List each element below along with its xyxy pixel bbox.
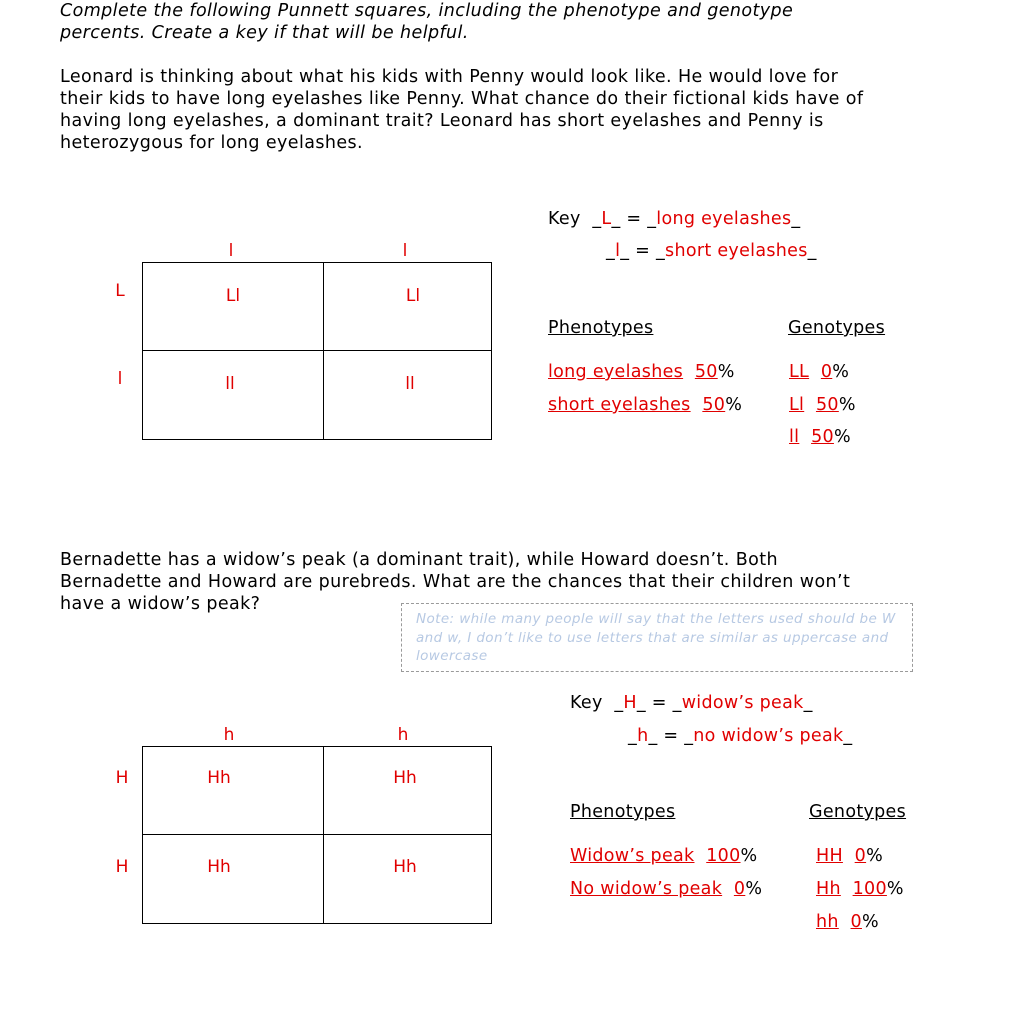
genotype-row: ll 50%: [789, 427, 851, 447]
question-line: Bernadette and Howard are purebreds. What are the chances that their children won’t: [60, 572, 851, 592]
instructions-line: percents. Create a key if that will be helpful.: [60, 23, 469, 43]
problem1-question: [60, 66, 863, 154]
side-allele: L: [115, 281, 125, 301]
key-meaning: no widow’s peak: [693, 726, 844, 746]
genotype-name: Hh: [816, 879, 841, 899]
genotypes-header: Genotypes: [788, 318, 886, 338]
grid-divider: [143, 350, 491, 351]
phenotype-name: No widow’s peak: [570, 879, 723, 899]
key-meaning: long eyelashes: [656, 209, 792, 229]
genotype-row: Hh 100%: [816, 879, 904, 899]
genotype-name: hh: [816, 912, 839, 932]
side-allele: H: [115, 857, 129, 877]
instructions: [60, 0, 793, 44]
phenotype-name: Widow’s peak: [570, 846, 695, 866]
top-allele: l: [228, 241, 234, 261]
grid-divider: [323, 263, 324, 439]
genotype-name: HH: [816, 846, 843, 866]
phenotypes-header: Phenotypes: [548, 318, 654, 338]
punnett-cell: ll: [225, 374, 235, 394]
punnett-cell: Hh: [207, 857, 231, 877]
question-line: having long eyelashes, a dominant trait? Leonard has short eyelashes and Penny is: [60, 111, 824, 131]
genotype-row: Ll 50%: [789, 395, 856, 415]
phenotypes-header: Phenotypes: [570, 802, 676, 822]
key-label: Key: [570, 693, 603, 713]
question-line: heterozygous for long eyelashes.: [60, 133, 364, 153]
genotype-pct: 0: [854, 846, 867, 866]
key-meaning: short eyelashes: [665, 241, 808, 261]
genotype-pct: 0: [820, 362, 833, 382]
top-allele: h: [223, 725, 235, 745]
genotype-pct: 0: [850, 912, 862, 932]
key-symbol: l: [615, 241, 621, 261]
top-allele: h: [397, 725, 409, 745]
grid-divider: [323, 747, 324, 923]
side-allele: H: [115, 768, 129, 788]
genotype-pct: 50: [811, 427, 834, 447]
question-line: Leonard is thinking about what his kids with Penny would look like. He would love for: [60, 67, 839, 87]
question-line: Bernadette has a widow’s peak (a dominant trait), while Howard doesn’t. Both: [60, 550, 778, 570]
phenotype-name: long eyelashes: [548, 362, 684, 382]
phenotype-row: short eyelashes 50%: [548, 395, 743, 415]
punnett-cell: Hh: [207, 768, 231, 788]
key-entry: _l_ = _short eyelashes_: [606, 241, 817, 261]
genotype-row: HH 0%: [816, 846, 884, 866]
punnett-cell: Hh: [393, 768, 417, 788]
phenotype-pct: 50: [702, 395, 726, 415]
punnett-cell: Hh: [393, 857, 417, 877]
key-label: Key: [548, 209, 581, 229]
genotype-pct: 50: [815, 395, 839, 415]
phenotype-row: No widow’s peak 0%: [570, 879, 763, 899]
key-entry: Key _H_ = _widow’s peak_: [570, 693, 813, 713]
genotype-row: LL 0%: [789, 362, 850, 382]
punnett-cell: ll: [405, 374, 415, 394]
genotype-row: hh 0%: [816, 912, 879, 932]
genotype-name: LL: [789, 362, 810, 382]
phenotype-pct: 0: [733, 879, 746, 899]
instructions-line: Complete the following Punnett squares, including the phenotype and genotype: [60, 1, 794, 21]
genotypes-header: Genotypes: [809, 802, 907, 822]
key-symbol: H: [623, 693, 637, 713]
key-symbol: L: [601, 209, 612, 229]
question-line: have a widow’s peak?: [60, 594, 261, 614]
key-symbol: h: [637, 726, 649, 746]
grid-divider: [143, 834, 491, 835]
genotype-name: ll: [789, 427, 800, 447]
genotype-pct: 100: [852, 879, 887, 899]
punnett-cell: Ll: [225, 286, 241, 306]
key-meaning: widow’s peak: [681, 693, 804, 713]
phenotype-pct: 50: [694, 362, 718, 382]
phenotype-name: short eyelashes: [548, 395, 691, 415]
top-allele: l: [402, 241, 408, 261]
question-line: their kids to have long eyelashes like Penny. What chance do their fictional kids have of: [60, 89, 864, 109]
phenotype-pct: 100: [706, 846, 741, 866]
phenotype-row: long eyelashes 50%: [548, 362, 735, 382]
note-box: Note: while many people will say that the letters used should be W and w, I don’t like to use letters that are similar as uppercase and lowercase: [401, 603, 913, 672]
punnett-cell: Ll: [405, 286, 421, 306]
key-entry: Key _L_ = _long eyelashes_: [548, 209, 801, 229]
genotype-name: Ll: [789, 395, 805, 415]
key-entry: _h_ = _no widow’s peak_: [628, 726, 853, 746]
phenotype-row: Widow’s peak 100%: [570, 846, 758, 866]
side-allele: l: [117, 369, 123, 389]
